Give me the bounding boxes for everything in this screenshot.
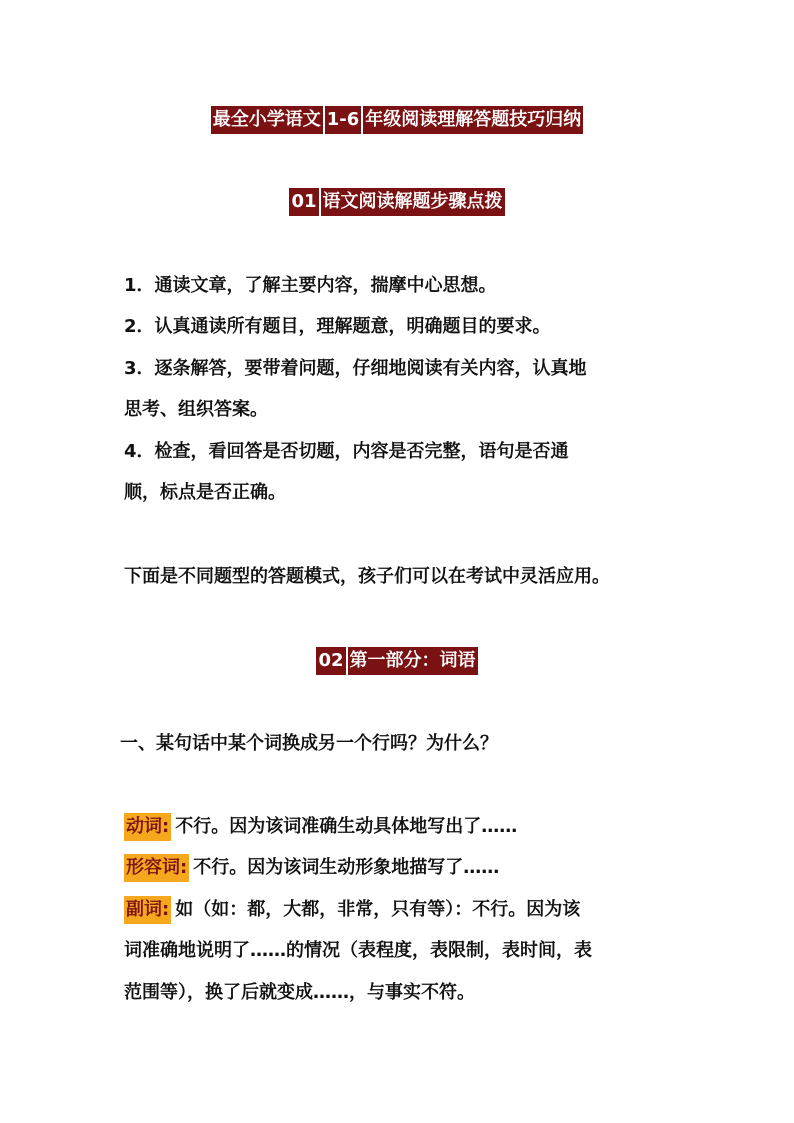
answer-adjective xyxy=(124,854,499,882)
title-part-2: 1-6 xyxy=(325,106,362,134)
answer-adjective-text: 不行。因为该词生动形象地描写了…… xyxy=(193,857,500,878)
answer-verb-text: 不行。因为该词准确生动具体地写出了…… xyxy=(175,816,518,837)
title-part-1: 最全小学语文 xyxy=(211,106,323,134)
section-1-number: 01 xyxy=(289,188,318,216)
section-2-number: 02 xyxy=(316,647,345,675)
section-1-title: 语文阅读解题步骤点拨 xyxy=(321,188,505,216)
step-3-continued: 思考、组织答案。 xyxy=(124,399,268,420)
tag-adverb: 副词: xyxy=(124,896,171,924)
answer-adverb xyxy=(124,896,580,924)
title-part-3: 年级阅读理解答题技巧归纳 xyxy=(363,106,583,134)
section-1-heading xyxy=(0,188,794,216)
step-3: 3．逐条解答，要带着问题，仔细地阅读有关内容，认真地 xyxy=(124,358,587,379)
answer-adverb-line-2: 词准确地说明了……的情况（表程度，表限制，表时间，表 xyxy=(124,940,592,961)
step-4-continued: 顺，标点是否正确。 xyxy=(124,482,286,503)
answer-adverb-line-3: 范围等），换了后就变成……，与事实不符。 xyxy=(124,982,475,1003)
answer-verb xyxy=(124,813,517,841)
question-1: 一、某句话中某个词换成另一个行吗？为什么？ xyxy=(120,733,498,754)
tag-adjective: 形容词: xyxy=(124,854,189,882)
step-4: 4．检查，看回答是否切题，内容是否完整，语句是否通 xyxy=(124,441,569,462)
document-title xyxy=(0,106,794,134)
tag-verb: 动词: xyxy=(124,813,171,841)
section-2-title: 第一部分：词语 xyxy=(348,647,478,675)
section-2-heading xyxy=(0,647,794,675)
step-1: 1．通读文章，了解主要内容，揣摩中心思想。 xyxy=(124,275,497,296)
answer-adverb-text: 如（如：都，大都，非常，只有等）：不行。因为该 xyxy=(175,899,581,920)
step-2: 2．认真通读所有题目，理解题意，明确题目的要求。 xyxy=(124,316,551,337)
intro-text: 下面是不同题型的答题模式，孩子们可以在考试中灵活应用。 xyxy=(124,566,610,587)
